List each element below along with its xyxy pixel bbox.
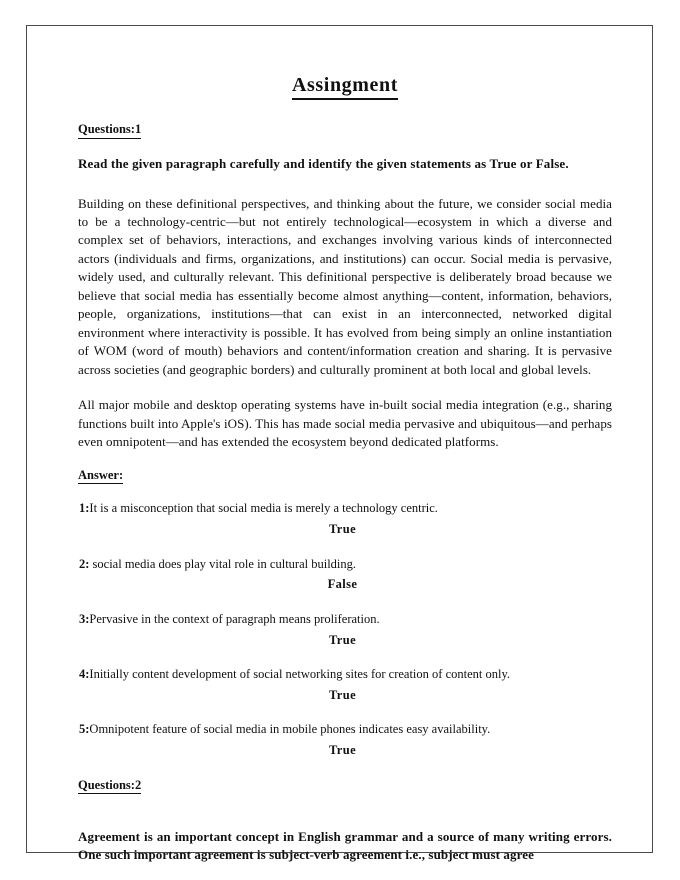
answer-verdict: False [327, 577, 358, 592]
answer-statement [78, 666, 612, 683]
answer-verdict: True [328, 687, 357, 702]
body-paragraph-1: Building on these definitional perspectives, and thinking about the future, we consider social media to be a technology-centric—but not entirely technological—ecosystem in which a diverse and complex set of behaviors, interactions, and exchanges involving various kinds of interconnected actors (individuals and firms, organizations, and institutions) can occur. Social media is pervasive, widely used, and culturally relevant. This definitional perspective is deliberately broad because we believe that social media has essentially become almost anything—content, information, behaviors, people, organizations, institutions—that can exist in an interconnected, networked digital environment where interactivity is possible. It has evolved from being simply an online instantiation of WOM (word of mouth) behaviors and content/information creation and sharing. It is pervasive across societies (and geographic borders) and culturally prominent at both local and global levels. [78, 195, 612, 377]
instruction-text: Read the given paragraph carefully and identify the given statements as True or False. [78, 155, 569, 171]
page-title-text: Assingment [292, 73, 398, 100]
answer-number: 3: [79, 611, 90, 626]
answer-statement-text: Omnipotent feature of social media in mobile phones indicates easy availability. [89, 721, 491, 736]
answer-number: 1: [79, 501, 90, 516]
question1-heading-text: Questions:1 [78, 122, 141, 139]
answer-item [78, 611, 612, 648]
answer-statement-text: social media does play vital role in cultural building. [89, 556, 357, 571]
document-content [78, 73, 612, 865]
answer-statement [78, 611, 612, 628]
answer-verdict: True [328, 742, 357, 757]
answer-number: 2: [79, 556, 90, 571]
answer-statement-text: Pervasive in the context of paragraph means proliferation. [89, 611, 380, 626]
answer-statement-text: It is a misconception that social media is merely a technology centric. [89, 501, 438, 516]
answer-item [78, 500, 612, 537]
question1-heading [78, 122, 612, 139]
question2-heading [78, 778, 612, 794]
page-title [78, 73, 612, 100]
answer-item [78, 666, 612, 703]
body-paragraph-2: All major mobile and desktop operating systems have in-built social media integration (e.g., sharing functions built into Apple's iOS). This has made social media pervasive and ubiquitous—and perhaps even omnipotent—and has extended the ecosystem beyond dedicated platforms. [78, 397, 612, 449]
answer-heading-text: Answer: [78, 468, 124, 483]
answer-item [78, 556, 612, 593]
answer-statement [78, 721, 612, 738]
page-border-frame [26, 25, 653, 863]
answer-number: 5: [79, 721, 90, 736]
question2-heading-text: Questions:2 [78, 778, 142, 793]
answer-heading [78, 468, 612, 484]
answer-list [78, 500, 612, 758]
answer-verdict: True [328, 632, 357, 647]
answer-number: 4: [79, 666, 90, 681]
answer-statement-text: Initially content development of social networking sites for creation of content only. [89, 666, 511, 681]
answer-statement [78, 500, 612, 517]
answer-item [78, 721, 612, 758]
answer-statement [78, 556, 612, 573]
answer-verdict: True [328, 522, 357, 537]
question2-paragraph: Agreement is an important concept in English grammar and a source of many writing errors. One such important agreement is subject-verb agreement i.e., subject must agree [78, 829, 612, 863]
